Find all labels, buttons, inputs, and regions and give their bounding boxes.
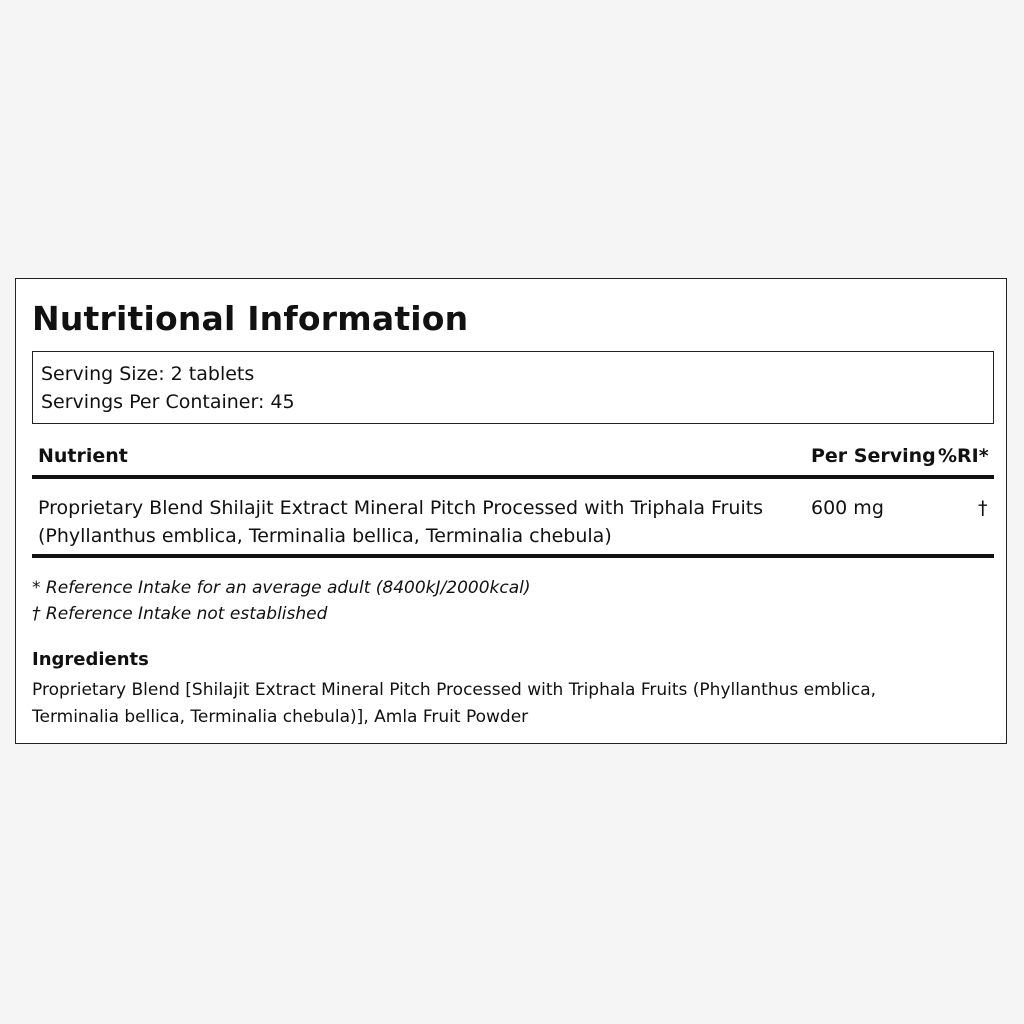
- footnote-not-established: † Reference Intake not established: [32, 604, 328, 624]
- ingredients-heading: Ingredients: [32, 649, 149, 670]
- footnote-reference-intake: * Reference Intake for an average adult (8400kJ/2000kcal): [32, 578, 531, 598]
- table-header-divider: [32, 475, 994, 479]
- nutrition-panel: [15, 278, 1007, 744]
- ingredients-list: Proprietary Blend [Shilajit Extract Mineral Pitch Processed with Triphala Fruits (Phyllanthus emblica, Terminalia bellica, Terminalia chebula)], Amla Fruit Powder: [32, 680, 877, 727]
- servings-per-container: Servings Per Container: 45: [41, 391, 295, 413]
- header-ri: %RI*: [938, 445, 989, 467]
- table-bottom-divider: [32, 554, 994, 558]
- serving-info-box: [32, 351, 994, 424]
- nutrient-name: Proprietary Blend Shilajit Extract Mineral Pitch Processed with Triphala Fruits (Phyllanthus emblica, Terminalia bellica, Terminalia chebula): [38, 497, 764, 547]
- nutrient-amount: 600 mg: [811, 497, 884, 519]
- header-per-serving: Per Serving: [811, 445, 936, 467]
- panel-title: Nutritional Information: [32, 299, 469, 338]
- header-nutrient: Nutrient: [38, 445, 128, 467]
- nutrient-ri: †: [978, 497, 988, 519]
- serving-size: Serving Size: 2 tablets: [41, 363, 255, 385]
